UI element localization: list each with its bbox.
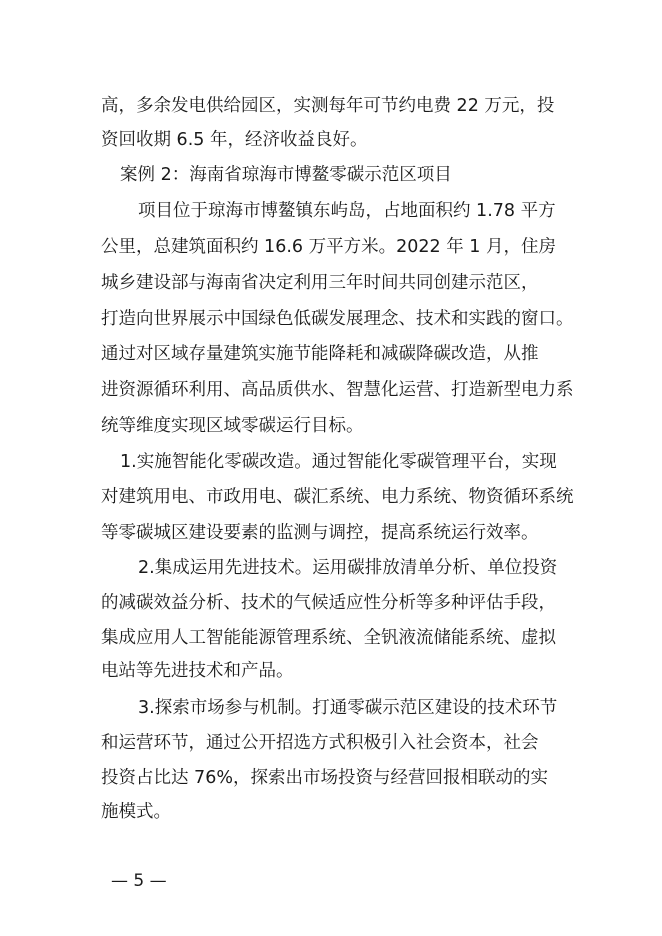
item-3-line-4: 施模式。	[101, 802, 171, 822]
item-1-line-2: 对建筑用电、市政用电、碳汇系统、电力系统、物资循环系统	[101, 487, 574, 507]
item-1-line-1: 1.实施智能化零碳改造。通过智能化零碳管理平台，实现	[120, 452, 557, 472]
body-line-8: 进资源循环利用、高品质供水、智慧化运营、打造新型电力系	[101, 380, 574, 400]
item-2-line-1: 2.集成运用先进技术。运用碳排放清单分析、单位投资	[138, 558, 558, 578]
item-2-line-3: 集成应用人工智能能源管理系统、全钒液流储能系统、虚拟	[101, 628, 556, 648]
body-line-4: 公里，总建筑面积约 16.6 万平方米。2022 年 1 月，住房	[101, 237, 556, 257]
item-3-line-2: 和运营环节，通过公开招选方式积极引入社会资本，社会	[101, 733, 539, 753]
case-heading: 案例 2：海南省琼海市博鳌零碳示范区项目	[120, 165, 452, 185]
body-line-7: 通过对区域存量建筑实施节能降耗和减碳降碳改造，从推	[101, 344, 539, 364]
body-line-5: 城乡建设部与海南省决定利用三年时间共同创建示范区，	[101, 273, 539, 293]
item-1-line-3: 等零碳城区建设要素的监测与调控，提高系统运行效率。	[101, 523, 539, 543]
body-line-3: 项目位于琼海市博鳌镇东屿岛，占地面积约 1.78 平方	[138, 201, 556, 221]
body-line-2: 资回收期 6.5 年，经济收益良好。	[101, 130, 368, 150]
body-line-1: 高，多余发电供给园区，实测每年可节约电费 22 万元，投	[101, 96, 555, 116]
item-3-line-1: 3.探索市场参与机制。打通零碳示范区建设的技术环节	[138, 698, 558, 718]
item-2-line-4: 电站等先进技术和产品。	[101, 661, 294, 681]
body-line-9: 统等维度实现区域零碳运行目标。	[101, 416, 364, 436]
item-3-line-3: 投资占比达 76%，探索出市场投资与经营回报相联动的实	[101, 768, 548, 788]
page-number: — 5 —	[111, 871, 167, 891]
body-line-6: 打造向世界展示中国绿色低碳发展理念、技术和实践的窗口。	[101, 309, 574, 329]
item-2-line-2: 的减碳效益分析、技术的气候适应性分析等多种评估手段，	[101, 593, 556, 613]
